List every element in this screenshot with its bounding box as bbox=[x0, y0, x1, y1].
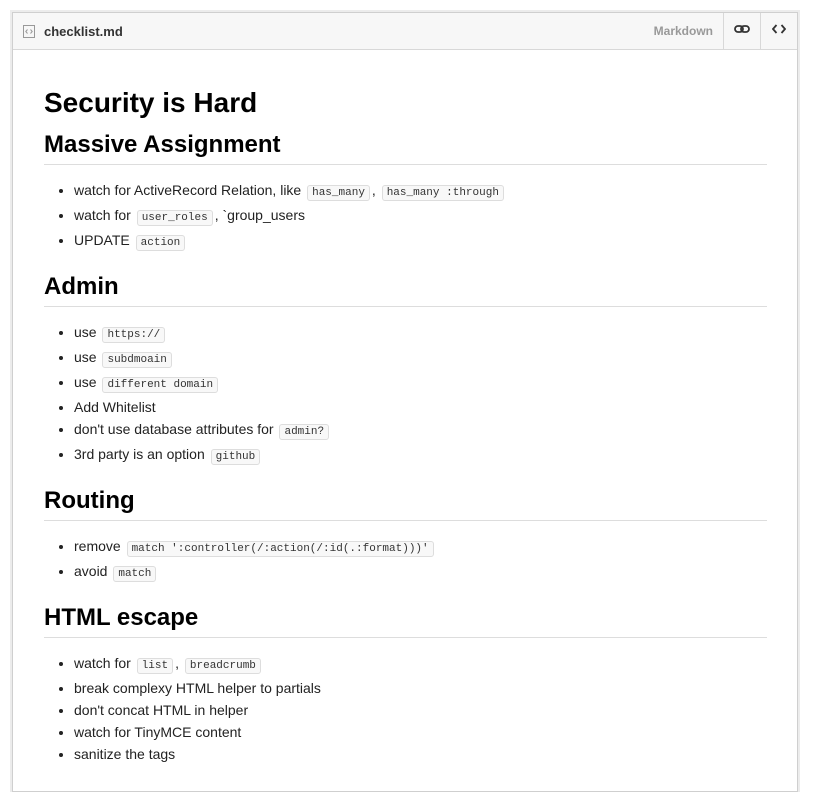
list-item: • watch for list , breadcrumb bbox=[74, 652, 767, 677]
code-icon bbox=[772, 22, 786, 40]
list-item: • watch for user_roles , `group_users bbox=[74, 204, 767, 229]
section-heading: Admin bbox=[44, 272, 767, 307]
list-item: • avoid match bbox=[74, 560, 767, 585]
list-item: • watch for TinyMCE content bbox=[74, 721, 767, 743]
section-heading: Routing bbox=[44, 486, 767, 521]
checklist bbox=[44, 535, 767, 585]
file-header bbox=[13, 13, 797, 50]
list-item: • watch for ActiveRecord Relation, like has_many , has_many :through bbox=[74, 179, 767, 204]
list-item: • use different domain bbox=[74, 371, 767, 396]
link-icon bbox=[734, 22, 750, 40]
list-item: • Add Whitelist bbox=[74, 396, 767, 418]
document-title: Security is Hard bbox=[44, 87, 258, 118]
checklist bbox=[44, 652, 767, 765]
list-item: • remove match ':controller(/:action(/:id(.:format)))' bbox=[74, 535, 767, 560]
file-name: checklist.md bbox=[44, 23, 123, 39]
list-item: • 3rd party is an option github bbox=[74, 443, 767, 468]
permalink-button[interactable] bbox=[723, 13, 760, 49]
file-viewer bbox=[12, 12, 798, 792]
list-item: • sanitize the tags bbox=[74, 743, 767, 765]
file-code-icon bbox=[22, 25, 35, 38]
view-source-button[interactable] bbox=[760, 13, 797, 49]
list-item: • don't use database attributes for admin? bbox=[74, 418, 767, 443]
markdown-body bbox=[13, 50, 797, 765]
checklist bbox=[44, 321, 767, 468]
list-item: • break complexy HTML helper to partials bbox=[74, 677, 767, 699]
section-heading: Massive Assignment bbox=[44, 130, 767, 165]
list-item: • use subdmoain bbox=[74, 346, 767, 371]
file-mode-label: Markdown bbox=[653, 24, 713, 38]
list-item: • don't concat HTML in helper bbox=[74, 699, 767, 721]
checklist bbox=[44, 179, 767, 254]
section-heading: HTML escape bbox=[44, 603, 767, 638]
list-item: • use https:// bbox=[74, 321, 767, 346]
list-item: • UPDATE action bbox=[74, 229, 767, 254]
